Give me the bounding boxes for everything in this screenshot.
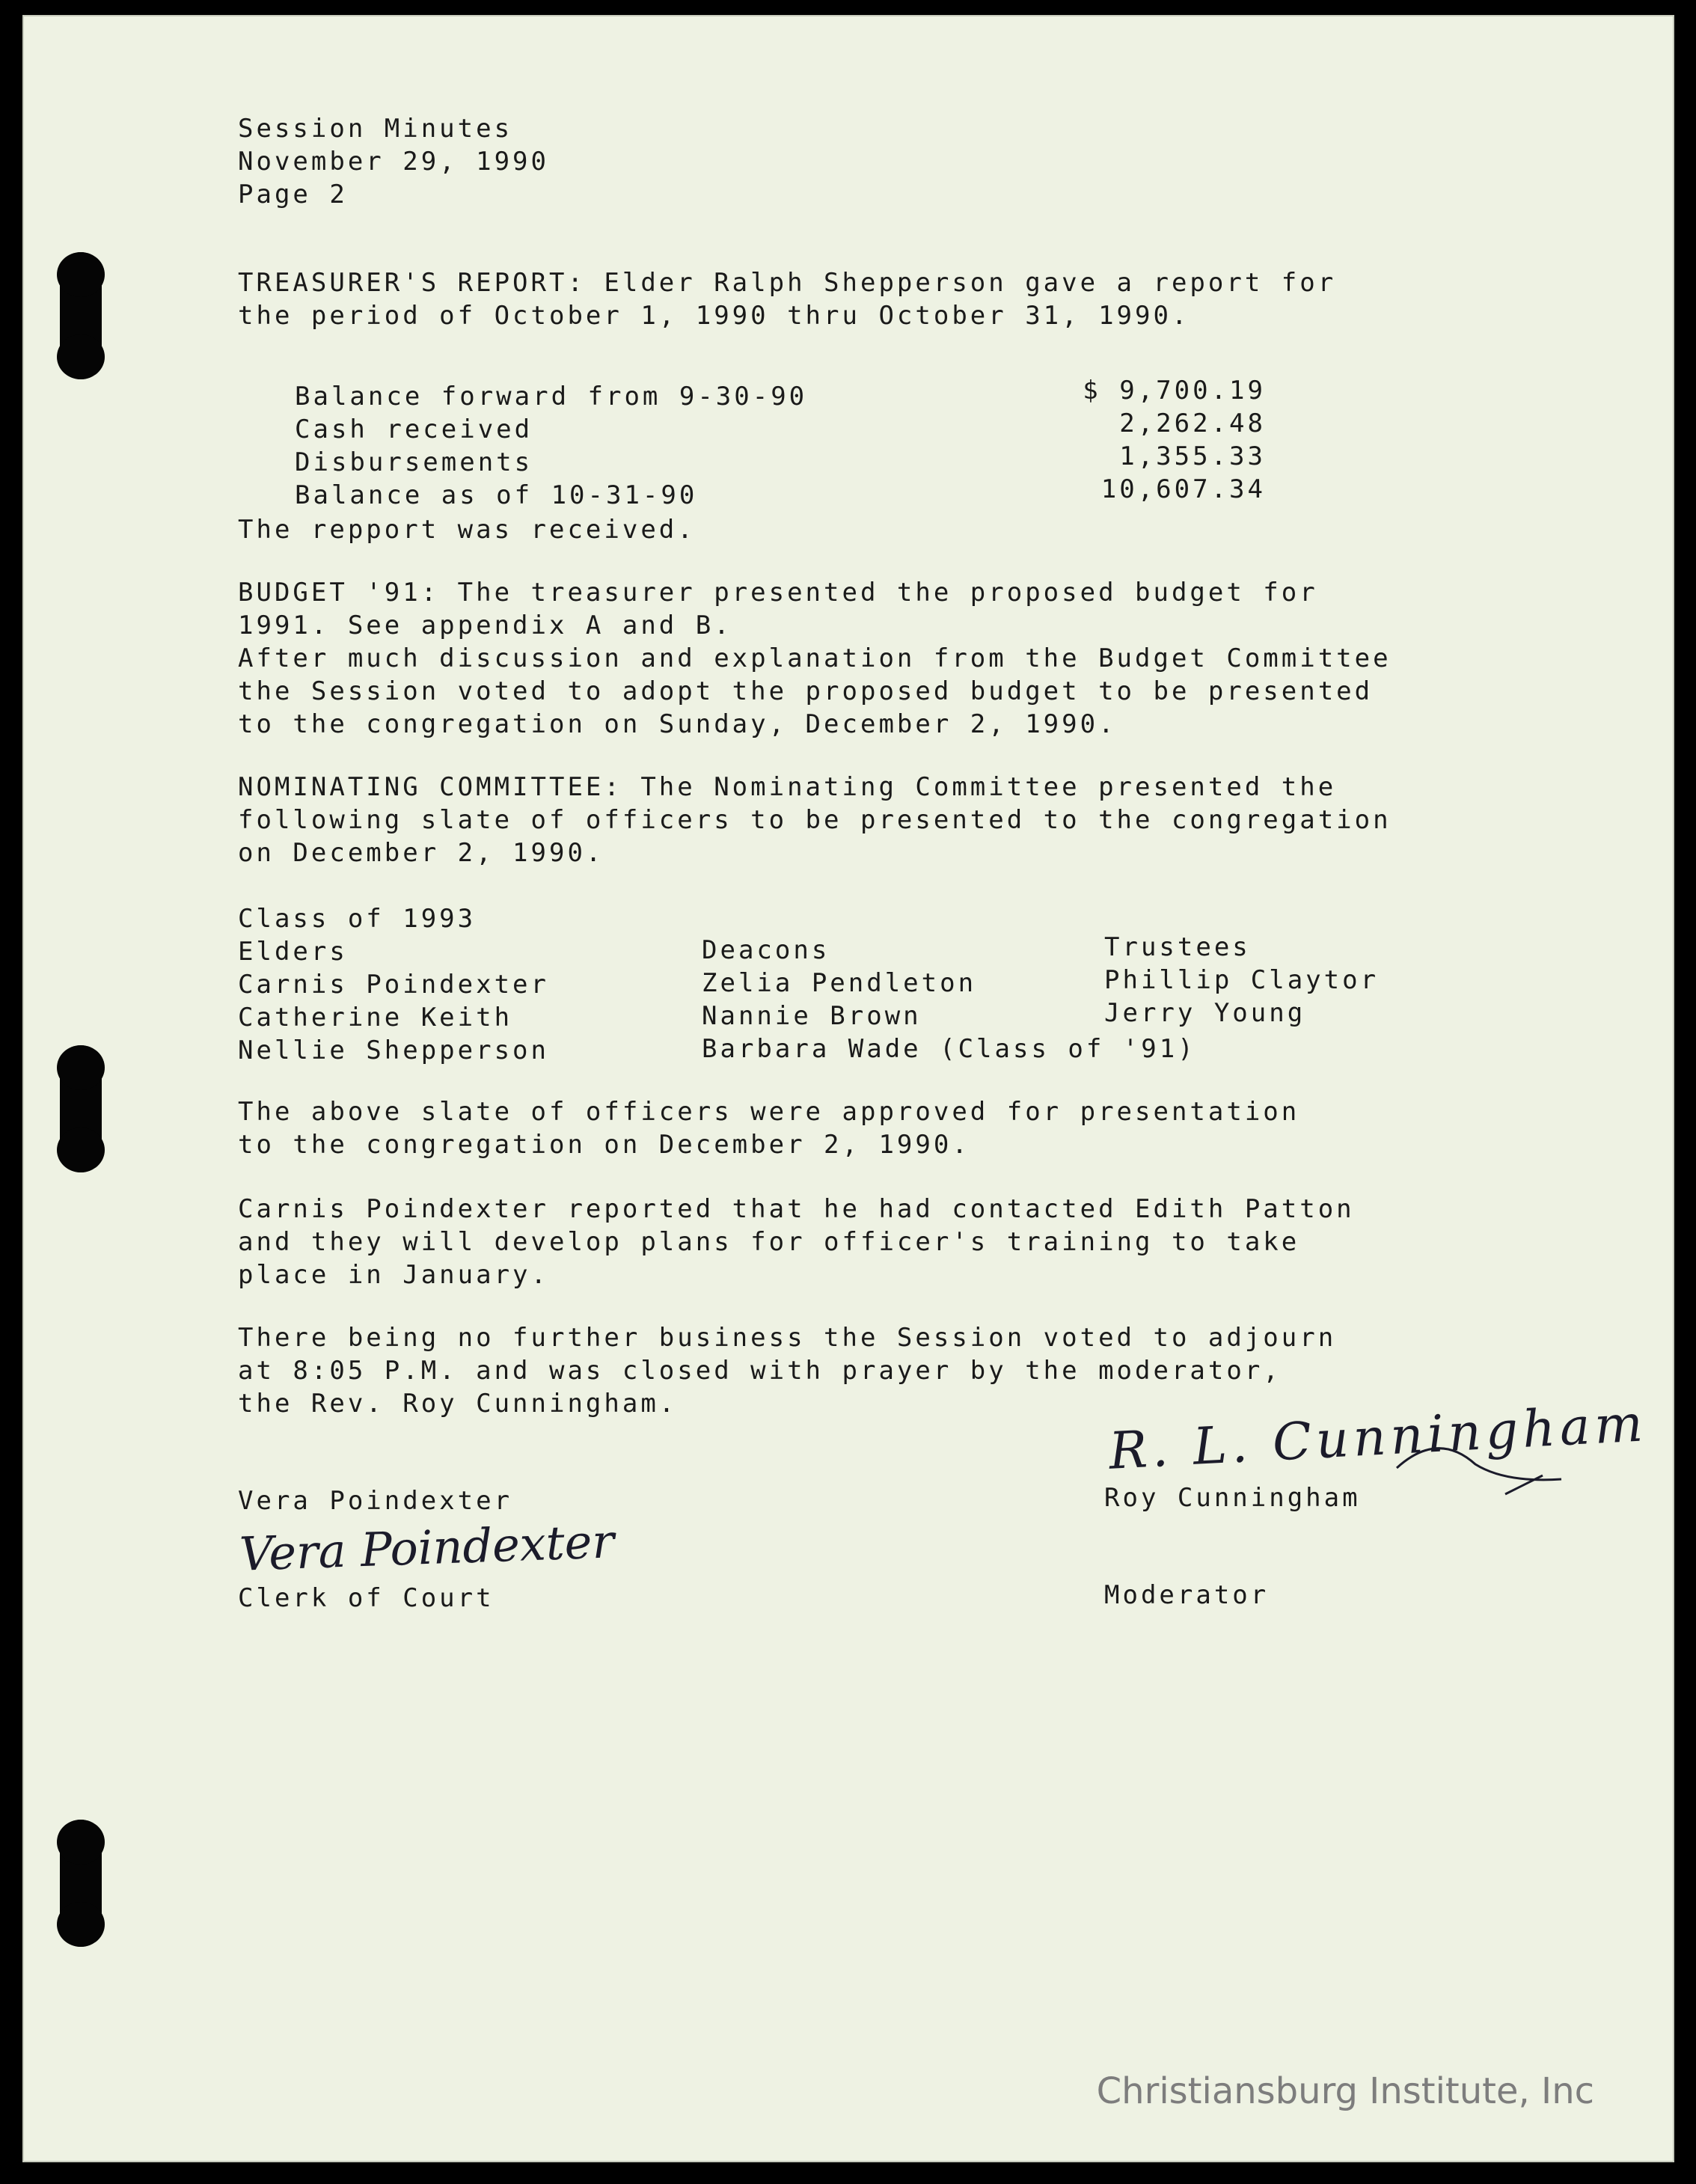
training-line: and they will develop plans for officer's training to take <box>238 1227 1300 1257</box>
trustees-column <box>1104 931 1379 1030</box>
training-line: Carnis Poindexter reported that he had contacted Edith Patton <box>238 1194 1355 1224</box>
deacons-heading: Deacons <box>702 935 830 965</box>
treasurer-intro-line: the period of October 1, 1990 thru October 31, 1990. <box>238 301 1190 331</box>
nominating-line: on December 2, 1990. <box>238 838 604 868</box>
adjourn-line: There being no further business the Session voted to adjourn <box>238 1323 1337 1353</box>
budget-section <box>238 576 1392 741</box>
clerk-title: Clerk of Court <box>238 1583 495 1613</box>
treasurer-rows <box>295 380 807 512</box>
treasurer-closing: The repport was received. <box>238 515 696 545</box>
elder-name: Nellie Shepperson <box>238 1036 549 1065</box>
trustees-heading: Trustees <box>1104 932 1251 962</box>
header-page: Page 2 <box>238 180 348 209</box>
elder-name: Carnis Poindexter <box>238 970 549 1000</box>
adjourn-line: at 8:05 P.M. and was closed with prayer by the moderator, <box>238 1356 1282 1386</box>
approval-section <box>238 1095 1299 1161</box>
archive-watermark: Christiansburg Institute, Inc <box>1096 2070 1594 2112</box>
training-section <box>238 1193 1355 1291</box>
deacon-name: Barbara Wade (Class of '91) <box>702 1034 1196 1064</box>
nominating-line: following slate of officers to be presented to the congregation <box>238 805 1392 835</box>
approval-line: to the congregation on December 2, 1990. <box>238 1130 970 1160</box>
moderator-signature: R. L. Cunningham <box>1107 1394 1649 1481</box>
elders-heading: Elders <box>238 937 348 967</box>
treasurer-intro-line: TREASURER'S REPORT: Elder Ralph Shepperson gave a report for <box>238 268 1337 298</box>
approval-line: The above slate of officers were approved for presentation <box>238 1097 1300 1127</box>
training-line: place in January. <box>238 1260 549 1290</box>
deacon-name: Nannie Brown <box>702 1001 922 1031</box>
class-label: Class of 1993 <box>238 904 477 934</box>
budget-line: After much discussion and explanation from the Budget Committee <box>238 643 1392 673</box>
trustee-name: Jerry Young <box>1104 998 1306 1028</box>
moderator-signature-flourish <box>1393 1423 1565 1513</box>
clerk-name: Vera Poindexter <box>238 1486 513 1516</box>
trustee-name: Phillip Claytor <box>1104 965 1380 995</box>
nominating-line: NOMINATING COMMITTEE: The Nominating Committee presented the <box>238 772 1337 802</box>
cash-received-amount: 2,262.48 <box>1119 409 1266 438</box>
moderator-name: Roy Cunningham <box>1104 1483 1361 1513</box>
page-header <box>238 112 549 211</box>
header-date: November 29, 1990 <box>238 147 549 177</box>
cash-received-label: Cash received <box>295 415 533 444</box>
adjourn-line: the Rev. Roy Cunningham. <box>238 1389 678 1419</box>
balance-current-amount: 10,607.34 <box>1100 474 1266 504</box>
budget-line: to the congregation on Sunday, December 2, 1990. <box>238 709 1117 739</box>
balance-current-label: Balance as of 10-31-90 <box>295 480 698 510</box>
punch-hole-top <box>60 252 102 379</box>
treasurer-amounts <box>817 374 1266 506</box>
balance-forward-label: Balance forward from 9-30-90 <box>295 382 808 412</box>
header-title: Session Minutes <box>238 114 513 144</box>
budget-line: BUDGET '91: The treasurer presented the proposed budget for <box>238 578 1318 608</box>
treasurer-report <box>238 266 1336 332</box>
moderator-title: Moderator <box>1104 1580 1270 1610</box>
document-page <box>22 15 1674 2162</box>
punch-hole-middle <box>60 1045 102 1172</box>
balance-forward-amount: $ 9,700.19 <box>1083 376 1266 406</box>
budget-line: the Session voted to adopt the proposed budget to be presented <box>238 676 1374 706</box>
nominating-section <box>238 771 1392 869</box>
disbursements-amount: 1,355.33 <box>1119 441 1266 471</box>
punch-hole-bottom <box>60 1820 102 1947</box>
clerk-signature: Vera Poindexter <box>238 1514 616 1582</box>
budget-line: 1991. See appendix A and B. <box>238 611 732 640</box>
adjourn-section <box>238 1321 1336 1420</box>
deacon-name: Zelia Pendleton <box>702 968 977 998</box>
elder-name: Catherine Keith <box>238 1003 513 1033</box>
disbursements-label: Disbursements <box>295 447 533 477</box>
elders-column <box>238 935 549 1067</box>
